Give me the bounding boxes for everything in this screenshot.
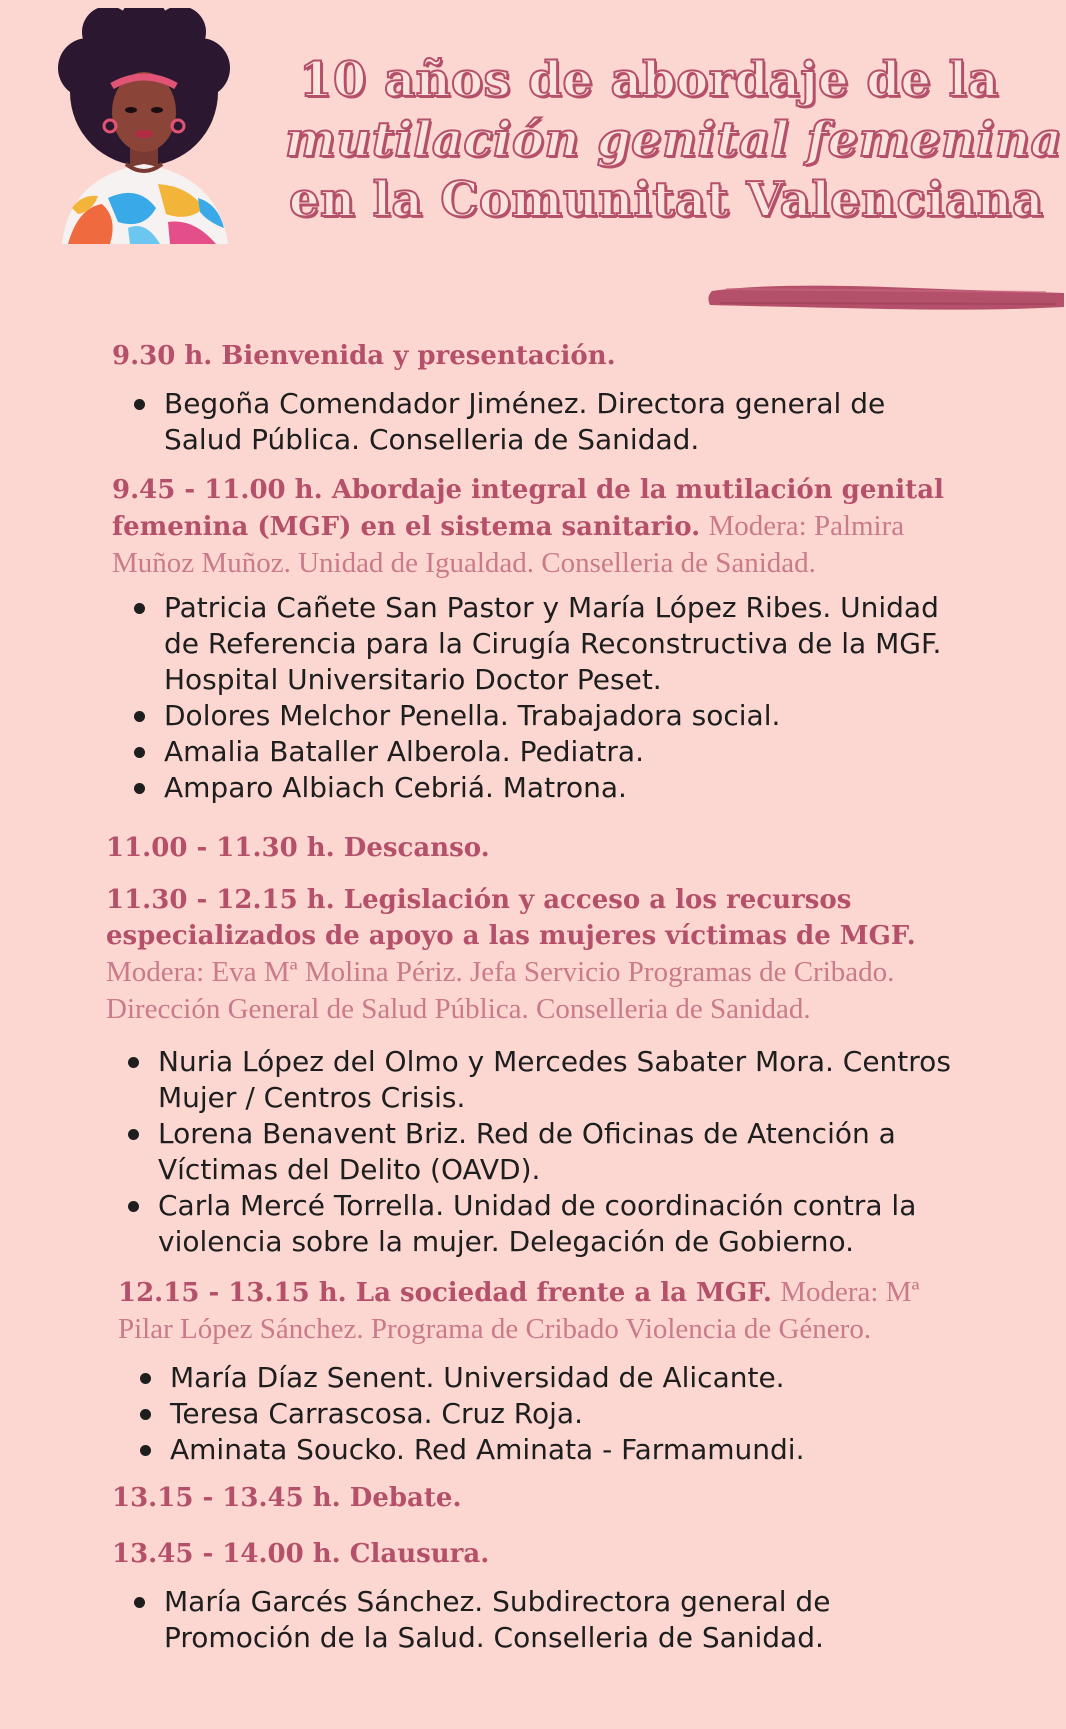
session-heading-text: 11.30 - 12.15 h. Legislación y acceso a los recursos especializados de apoyo a las mujeres víctimas de MGF. <box>106 885 916 951</box>
session-heading <box>112 472 952 582</box>
list-item <box>132 386 962 458</box>
speaker-text: Amparo Albiach Cebriá. Matrona. <box>164 771 627 804</box>
speaker-text: Dolores Melchor Penella. Trabajadora social. <box>164 699 781 732</box>
moderator-text: Modera: Eva Mª Molina Périz. Jefa Servicio Programas de Cribado. Dirección General de Salud Pública. Conselleria de Sanidad. <box>106 956 895 1025</box>
speaker-text: Nuria López del Olmo y Mercedes Sabater Mora. Centros Mujer / Centros Crisis. <box>158 1045 951 1114</box>
speaker-list <box>132 386 962 458</box>
speaker-text: Patricia Cañete San Pastor y María López Ribes. Unidad de Referencia para la Cirugía Reconstructiva de la MGF. Hospital Universitario Doctor Peset. <box>164 591 942 696</box>
bullet-icon <box>134 783 145 794</box>
list-item <box>126 1116 956 1188</box>
speaker-list <box>126 1044 956 1260</box>
moderator-text: Modera: Mª Pilar López Sánchez. Programa de Cribado Violencia de Género. <box>118 1276 920 1345</box>
title-line-3: en la Comunitat Valenciana <box>289 172 1044 228</box>
session-heading <box>112 338 972 374</box>
bullet-icon <box>134 711 145 722</box>
list-item <box>126 1188 956 1260</box>
bullet-icon <box>134 399 145 410</box>
speaker-list <box>132 590 962 806</box>
session-heading <box>106 882 966 1028</box>
bullet-icon <box>134 1597 145 1608</box>
speaker-text: Amalia Bataller Alberola. Pediatra. <box>164 735 644 768</box>
bullet-icon <box>140 1373 151 1384</box>
speaker-text: Carla Mercé Torrella. Unidad de coordinación contra la violencia sobre la mujer. Delegación de Gobierno. <box>158 1189 917 1258</box>
bullet-icon <box>128 1057 139 1068</box>
session-heading <box>106 830 966 866</box>
bullet-icon <box>128 1201 139 1212</box>
speaker-text: Begoña Comendador Jiménez. Directora general de Salud Pública. Conselleria de Sanidad. <box>164 387 886 456</box>
title-line-2: mutilación genital femenina <box>285 112 1063 168</box>
speaker-text: María Díaz Senent. Universidad de Alicante. <box>170 1361 785 1394</box>
speaker-text: María Garcés Sánchez. Subdirectora general de Promoción de la Salud. Conselleria de Sanidad. <box>164 1585 831 1654</box>
session-heading-text: 9.45 - 11.00 h. Abordaje integral de la mutilación genital femenina (MGF) en el sistema sanitario. <box>112 475 944 542</box>
moderator-text: Modera: Palmira Muñoz Muñoz. Unidad de Igualdad. Conselleria de Sanidad. <box>112 510 905 579</box>
session-heading <box>112 1480 972 1516</box>
speaker-list <box>138 1360 968 1468</box>
bullet-icon <box>134 603 145 614</box>
list-item <box>132 1584 962 1656</box>
bullet-icon <box>140 1409 151 1420</box>
page-title <box>285 50 1063 230</box>
brush-stroke-decoration <box>706 277 1066 317</box>
bullet-icon <box>140 1445 151 1456</box>
speaker-text: Teresa Carrascosa. Cruz Roja. <box>170 1397 583 1430</box>
bullet-icon <box>128 1129 139 1140</box>
woman-illustration <box>48 8 240 244</box>
list-item <box>132 590 962 698</box>
session-heading-text: 11.00 - 11.30 h. Descanso. <box>106 833 490 863</box>
list-item <box>126 1044 956 1116</box>
session-heading <box>112 1536 972 1572</box>
list-item <box>138 1432 968 1468</box>
session-heading <box>118 1274 968 1348</box>
list-item <box>132 734 962 770</box>
list-item <box>138 1396 968 1432</box>
session-heading-text: 13.15 - 13.45 h. Debate. <box>112 1483 462 1513</box>
speaker-list <box>132 1584 962 1656</box>
list-item <box>138 1360 968 1396</box>
bullet-icon <box>134 747 145 758</box>
title-line-1: 10 años de abordaje de la <box>299 52 999 108</box>
session-heading-text: 9.30 h. Bienvenida y presentación. <box>112 341 616 371</box>
speaker-text: Lorena Benavent Briz. Red de Oficinas de Atención a Víctimas del Delito (OAVD). <box>158 1117 896 1186</box>
session-heading-text: 13.45 - 14.00 h. Clausura. <box>112 1539 490 1569</box>
speaker-text: Aminata Soucko. Red Aminata - Farmamundi. <box>170 1433 805 1466</box>
list-item <box>132 770 962 806</box>
list-item <box>132 698 962 734</box>
session-heading-text: 12.15 - 13.15 h. La sociedad frente a la MGF. <box>118 1278 772 1308</box>
